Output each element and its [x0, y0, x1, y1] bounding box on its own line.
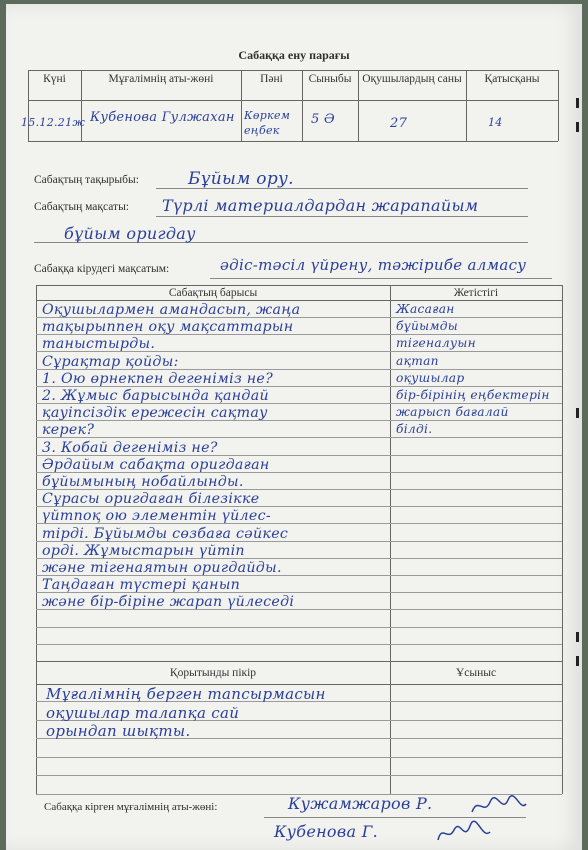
- header-date: Күні: [43, 73, 66, 85]
- header-conclusion: Қорытынды пікір: [169, 667, 257, 679]
- ruled-line: [36, 757, 562, 758]
- margin-mark: [576, 632, 579, 642]
- cell-students-count: 27: [390, 116, 408, 131]
- achievement-text-line: білді.: [396, 422, 433, 437]
- progress-text-line: Әрдайым сабақта оригдаған: [42, 456, 270, 473]
- topic-label: Сабақтың тақырыбы:: [34, 174, 139, 186]
- margin-mark: [576, 122, 579, 132]
- progress-text-line: Сұрақтар қойды:: [42, 353, 179, 370]
- progress-text-line: бұйымының нобайлынды.: [42, 474, 244, 490]
- achievement-text-line: Жасаған: [396, 302, 455, 316]
- progress-text-line: Оқушылармен амандасып, жаңа: [42, 302, 301, 318]
- feedback-text-line: оқушылар талапқа сай: [46, 703, 240, 722]
- achievement-text-line: ақтап: [396, 353, 439, 368]
- margin-mark: [576, 98, 579, 108]
- header-lesson-progress: Сабақтың барысы: [168, 287, 258, 299]
- header-subject: Пәні: [260, 73, 283, 85]
- document-page: [6, 4, 582, 850]
- signature-scribble-1: [468, 794, 528, 818]
- header-attended: Қатысқаны: [484, 73, 540, 85]
- topic-value: Бұйым ору.: [188, 169, 294, 189]
- achievement-text-line: оқушылар: [396, 370, 465, 385]
- cell-attended: 14: [488, 116, 503, 129]
- page-title: Сабаққа ену парағы: [238, 48, 350, 62]
- header-achievement: Жетістігі: [453, 287, 499, 299]
- header-teacher-name: Мұғалімнің аты-жөні: [108, 73, 214, 85]
- achievement-text-line: тігеналуын: [396, 336, 476, 351]
- cell-teacher-name: Кубенова Гулжахан: [90, 110, 235, 125]
- achievement-text-line: бұйымды: [396, 319, 459, 334]
- progress-text-line: және тігенаятын оригдайды.: [42, 560, 282, 576]
- feedback-text-line: орындап шықты.: [46, 722, 191, 740]
- header-students-count: Оқушылардың саны: [362, 73, 462, 85]
- aim-value-line1: Түрлі материалдардан жарапайым: [162, 196, 479, 215]
- progress-text-line: орді. Жұмыстарын үйтіп: [42, 542, 245, 559]
- progress-text-line: 1. Ою өрнекпен дегеніміз не?: [42, 370, 274, 387]
- entry-aim-label: Сабаққа кірудегі мақсатым:: [34, 263, 170, 275]
- ruled-line: [36, 627, 562, 628]
- progress-text-line: тақырыппен оқу мақсаттарын: [42, 319, 294, 336]
- teacher-name-1: Кужамжаров Р.: [288, 794, 433, 813]
- cell-date: 15.12.21ж: [21, 116, 86, 129]
- cell-subject: Көркем еңбек: [244, 109, 291, 137]
- progress-text-line: 3. Кобай дегеніміз не?: [42, 439, 218, 456]
- aim-label: Сабақтың мақсаты:: [34, 201, 129, 213]
- progress-text-line: 2. Жұмыс барысында қандай: [42, 388, 269, 404]
- progress-text-line: таныстырды.: [42, 336, 156, 353]
- header-recommendation: Ұсыныс: [455, 667, 497, 679]
- ruled-line: [36, 644, 562, 645]
- entry-aim-value: әдіс-тәсіл үйрену, тәжірибе алмасу: [220, 256, 527, 274]
- ruled-line: [36, 437, 562, 438]
- progress-text-line: тірді. Бұйымды сөзбаға сәйкес: [42, 525, 289, 542]
- header-class: Сыныбы: [308, 73, 352, 85]
- progress-text-line: Сұрасы оригдаған білезікке: [42, 491, 260, 508]
- progress-text-line: үйтпоқ ою элементін үйлес-: [42, 508, 271, 525]
- signature-scribble-2: [434, 820, 494, 844]
- progress-text-line: Таңдаған түстері қанып: [42, 577, 241, 594]
- achievement-text-line: бір-бірінің еңбектерін: [396, 388, 550, 402]
- ruled-line: [36, 775, 562, 776]
- progress-text-line: керек?: [42, 422, 95, 439]
- achievement-text-line: жарысп бағалай: [396, 405, 509, 420]
- teacher-name-2: Кубенова Г.: [274, 822, 378, 841]
- feedback-text-line: Мұғалімнің берген тапсырмасын: [46, 685, 326, 703]
- aim-value-line2: бұйым оригдау: [64, 224, 196, 243]
- progress-text-line: қауіпсіздік ережесін сақтау: [42, 405, 268, 422]
- margin-mark: [576, 656, 579, 666]
- teacher-label: Сабаққа кірген мұғалімнің аты-жөні:: [44, 801, 218, 813]
- progress-text-line: және бір-біріне жарап үйлеседі: [42, 594, 295, 611]
- cell-class: 5 Ә: [311, 112, 335, 127]
- margin-mark: [576, 408, 579, 418]
